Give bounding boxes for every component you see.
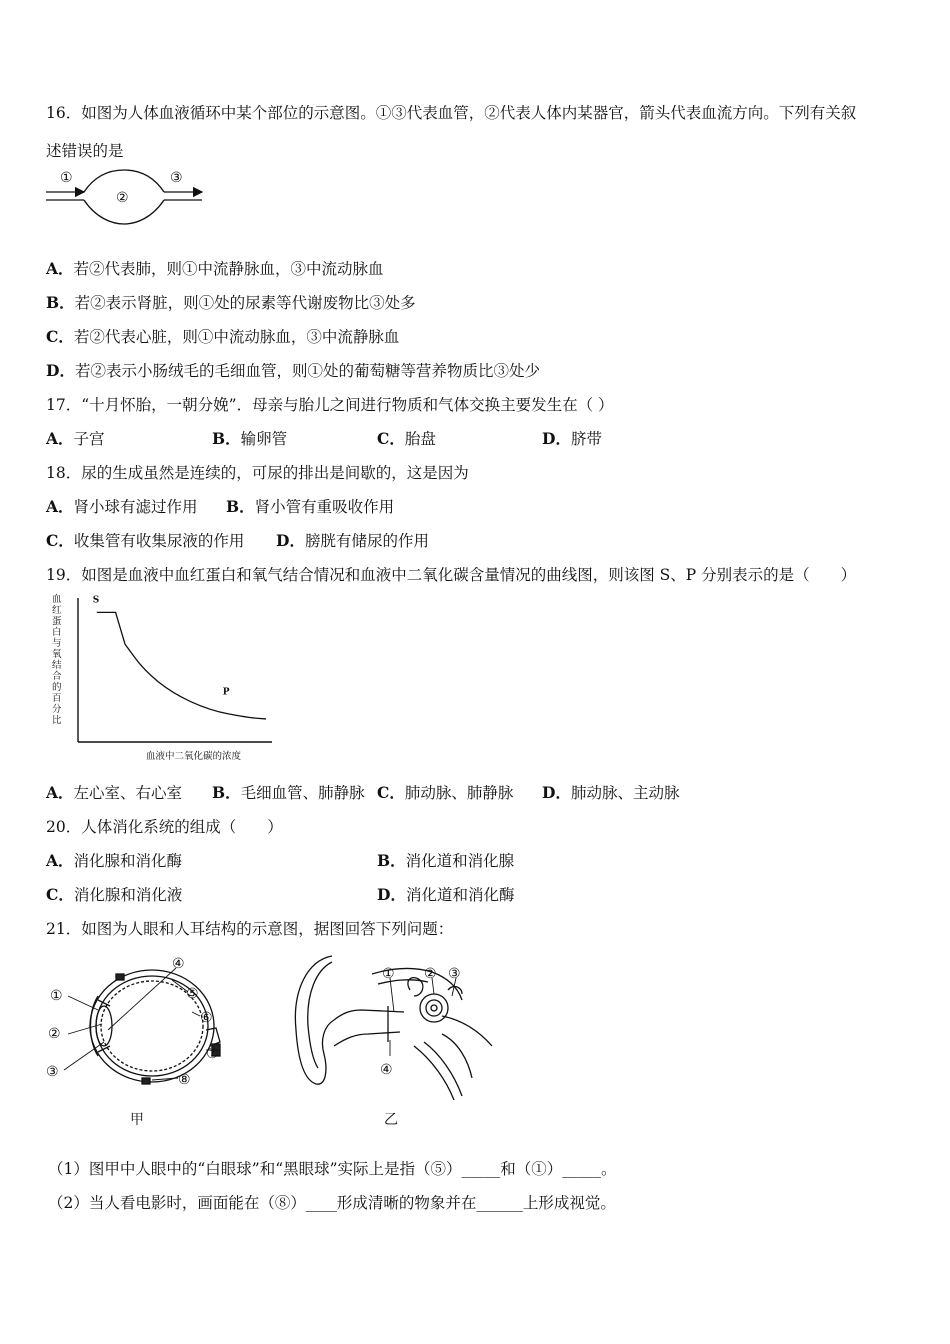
q19-chart-label-p: P [222, 687, 230, 698]
q16-option-a: A．若②代表肺，则①中流静脉血，③中流动脉血 [46, 259, 384, 278]
q19-chart [46, 592, 278, 768]
q19-option-a: A．左心室、右心室 [46, 783, 183, 802]
ear-caption: 乙 [384, 1112, 398, 1128]
q17-stem: 17．“十月怀胎，一朝分娩”．母亲与胎儿之间进行物质和气体交换主要发生在（ ） [46, 396, 614, 414]
q19-chart-ylabel-char: 比 [52, 715, 62, 726]
q19-chart-ylabel-char: 百 [52, 693, 62, 704]
q21-ear-diagram [282, 950, 502, 1130]
q19-stem: 19．如图是血液中血红蛋白和氧气结合情况和血液中二氧化碳含量情况的曲线图，则该图 S、P 分别表示的是（ ） [46, 566, 857, 584]
eye-label-4: ④ [172, 956, 185, 972]
ear-label-1: ① [382, 966, 395, 982]
q20-option-a: A．消化腺和消化酶 [46, 851, 183, 870]
q19-chart-curve [97, 612, 266, 719]
q19-chart-ylabel-char: 氧 [52, 649, 62, 660]
q20-option-d: D．消化道和消化酶 [377, 885, 515, 904]
q19-chart-label-s: S [92, 595, 100, 606]
q18-stem: 18．尿的生成虽然是连续的，可尿的排出是间歇的，这是因为 [46, 464, 469, 482]
eye-label-2: ② [48, 1026, 61, 1042]
q19-chart-xlabel: 血液中二氧化碳的浓度 [146, 751, 242, 762]
q20-option-c: C．消化腺和消化液 [46, 885, 183, 904]
q19-option-d: D．肺动脉、主动脉 [542, 783, 680, 802]
q20-stem: 20．人体消化系统的组成（ ） [46, 818, 283, 836]
eye-label-5: ⑤ [186, 986, 199, 1002]
q19-option-c: C．肺动脉、肺静脉 [377, 783, 514, 802]
eye-label-6: ⑥ [200, 1010, 213, 1026]
q18-option-d: D．膀胱有储尿的作用 [276, 531, 429, 550]
q19-chart-ylabel-char: 蛋 [52, 616, 62, 627]
ear-label-3: ③ [448, 966, 461, 982]
q19-chart-ylabel-char: 合 [52, 671, 62, 682]
eye-label-1: ① [50, 988, 63, 1004]
q19-chart-ylabel-char: 与 [52, 638, 62, 649]
q16-organ-diagram [44, 166, 208, 232]
q16-label-3: ③ [170, 170, 183, 186]
q19-chart-ylabel-char: 红 [52, 605, 62, 616]
q17-option-d: D．脐带 [542, 429, 602, 448]
q16-stem-line2: 述错误的是 [46, 142, 124, 160]
q21-sub1: （1）图甲中人眼中的“白眼球”和“黑眼球”实际上是指（⑤）_____和（①）_____。 [48, 1160, 617, 1178]
q16-option-c: C．若②代表心脏，则①中流动脉血，③中流静脉血 [46, 327, 400, 346]
q16-stem-line1: 16．如图为人体血液循环中某个部位的示意图。①③代表血管，②代表人体内某器官，箭头代表血流方向。下列有关叙 [46, 104, 857, 122]
q19-chart-ylabel [52, 594, 62, 726]
ear-label-4: ④ [380, 1062, 393, 1078]
q18-option-b: B．肾小管有重吸收作用 [226, 497, 395, 516]
q16-label-2: ② [116, 190, 129, 206]
q18-option-a: A．肾小球有滤过作用 [46, 497, 198, 516]
q17-option-c: C．胎盘 [377, 429, 436, 448]
eye-caption: 甲 [130, 1112, 144, 1128]
q19-chart-ylabel-char: 血 [52, 594, 62, 605]
q21-stem: 21．如图为人眼和人耳结构的示意图，据图回答下列问题： [46, 920, 454, 938]
q19-chart-ylabel-char: 的 [52, 682, 62, 693]
q19-chart-ylabel-char: 结 [52, 660, 62, 671]
q16-option-b: B．若②表示肾脏，则①处的尿素等代谢废物比③处多 [46, 293, 416, 312]
q18-option-c: C．收集管有收集尿液的作用 [46, 531, 245, 550]
q16-option-d: D．若②表示小肠绒毛的毛细血管，则①处的葡萄糖等营养物质比③处少 [46, 361, 540, 380]
q19-chart-ylabel-char: 白 [52, 627, 62, 638]
q19-option-b: B．毛细血管、肺静脉 [212, 783, 365, 802]
eye-label-3: ③ [46, 1064, 59, 1080]
eye-label-7: ⑦ [206, 1046, 219, 1062]
q17-option-a: A．子宫 [46, 429, 105, 448]
q17-option-b: B．输卵管 [212, 429, 288, 448]
q21-sub2: （2）当人看电影时，画面能在（⑧）____形成清晰的物象并在______上形成视觉。 [48, 1194, 616, 1212]
eye-label-8: ⑧ [178, 1072, 191, 1088]
ear-label-2: ② [424, 966, 437, 982]
q21-eye-diagram [40, 950, 240, 1130]
q20-option-b: B．消化道和消化腺 [377, 851, 515, 870]
q16-label-1: ① [60, 170, 73, 186]
q19-chart-ylabel-char: 分 [52, 704, 62, 715]
